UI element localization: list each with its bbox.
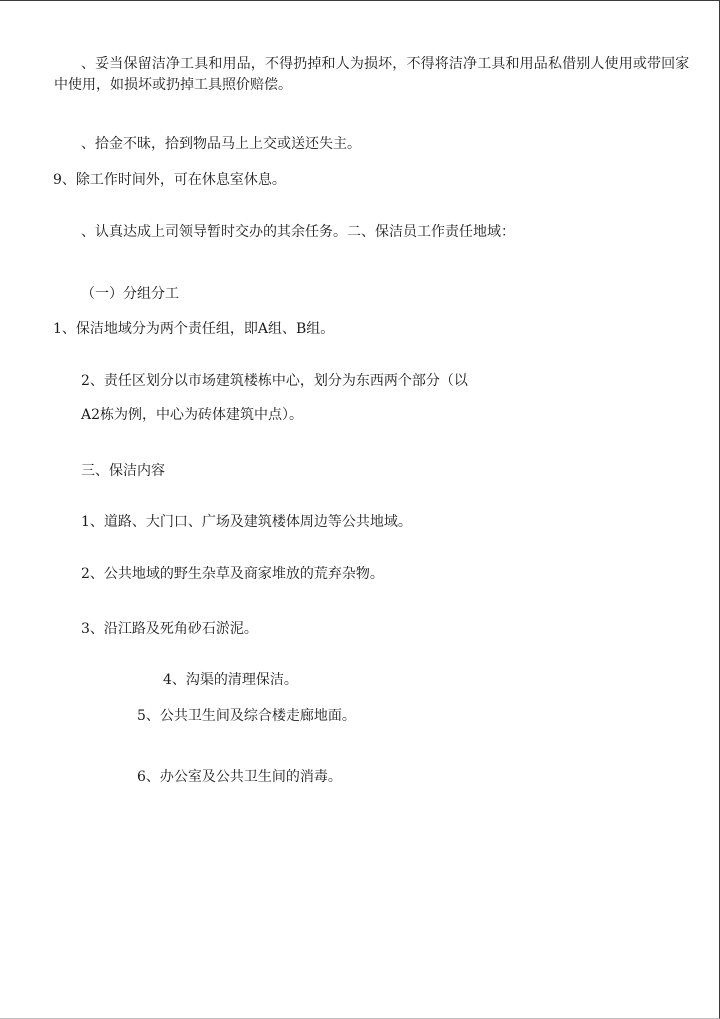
list-item-ditches: 4、沟渠的清理保洁。 [163, 672, 298, 688]
paragraph-responsibility-groups: 1、保洁地域分为两个责任组，即A组、B组。 [53, 321, 335, 337]
list-item-weeds: 2、公共地域的野生杂草及商家堆放的荒弃杂物。 [81, 566, 384, 582]
paragraph-area-division-cont: A2栋为例，中心为砖体建筑中点）。 [81, 407, 304, 423]
list-item-riverside: 3、沿江路及死角砂石淤泥。 [81, 621, 258, 637]
paragraph-cleaning-tools-cont: 中使用，如损坏或扔掉工具照价赔偿。 [54, 77, 292, 93]
section-heading-grouping: （一）分组分工 [81, 286, 179, 302]
paragraph-rest-room: 9、除工作时间外，可在休息室休息。 [53, 172, 286, 188]
paragraph-area-division: 2、责任区划分以市场建筑楼栋中心，划分为东西两个部分（以 [81, 373, 468, 389]
section-heading-cleaning-content: 三、保洁内容 [81, 463, 165, 479]
paragraph-cleaning-tools: 、妥当保留洁净工具和用品，不得扔掉和人为损坏，不得将洁净工具和用品私借别人使用或带回家 [81, 56, 690, 72]
list-item-roads: 1、道路、大门口、广场及建筑楼体周边等公共地域。 [81, 514, 412, 530]
list-item-restrooms: 5、公共卫生间及综合楼走廊地面。 [137, 708, 356, 724]
paragraph-lost-items: 、拾金不昧，拾到物品马上上交或送还失主。 [81, 136, 361, 152]
list-item-disinfection: 6、办公室及公共卫生间的消毒。 [137, 769, 342, 785]
paragraph-other-tasks: 、认真达成上司领导暂时交办的其余任务。二、保洁员工作责任地域： [81, 224, 515, 240]
